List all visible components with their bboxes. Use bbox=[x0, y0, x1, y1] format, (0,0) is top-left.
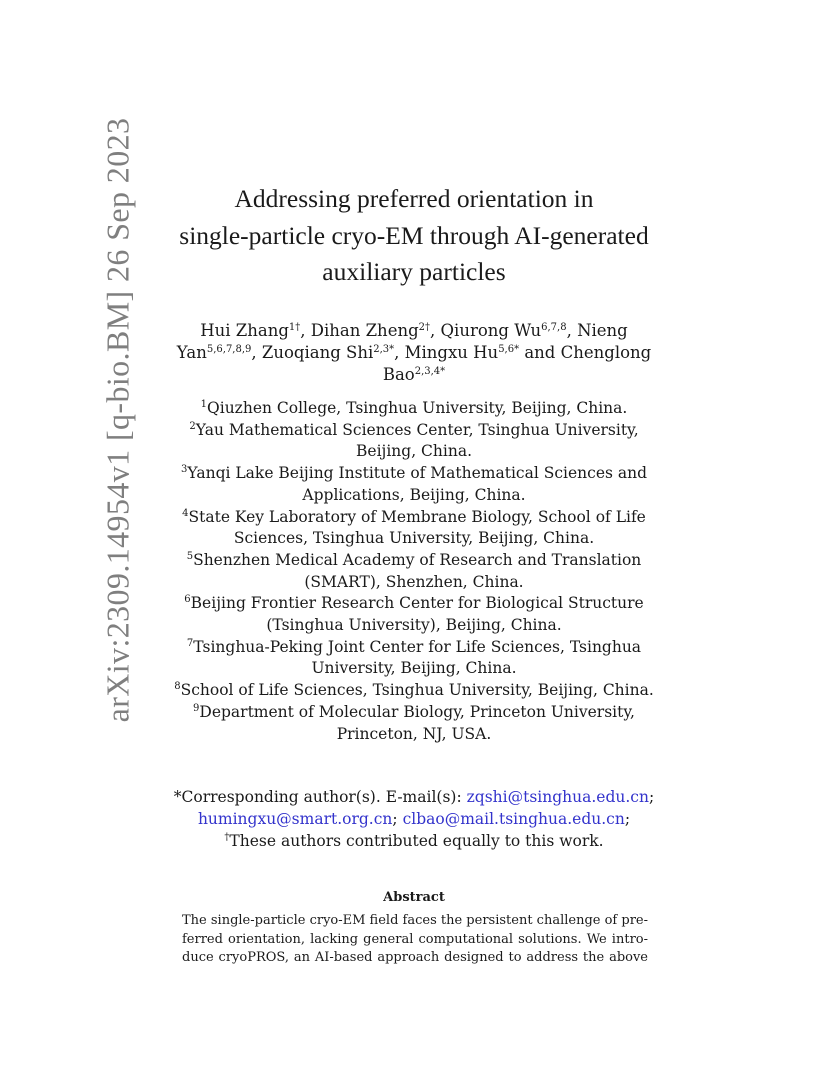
affiliation-text: Sciences, Tsinghua University, Beijing, China. bbox=[233, 529, 595, 548]
affiliation-text: Yanqi Lake Beijing Institute of Mathematical Sciences and bbox=[187, 464, 648, 483]
affiliation-number: 2 bbox=[189, 420, 196, 432]
affiliation-line bbox=[150, 485, 678, 507]
affiliation-line bbox=[150, 528, 678, 550]
affiliation-number: 5 bbox=[186, 550, 194, 562]
author-name: Bao bbox=[382, 365, 415, 384]
affiliation-line bbox=[150, 637, 678, 659]
affiliation-text: Princeton, NJ, USA. bbox=[336, 724, 492, 743]
author-line bbox=[150, 364, 678, 386]
affiliation-line bbox=[150, 724, 678, 746]
affiliation-text: Beijing Frontier Research Center for Biological Structure bbox=[190, 594, 644, 613]
author-affiliation-marker: 2,3,4* bbox=[414, 366, 446, 377]
affiliation-line bbox=[150, 420, 678, 442]
author-name: and Chenglong bbox=[519, 343, 652, 362]
affiliation-number: 4 bbox=[182, 507, 189, 519]
affiliation-text: (Tsinghua University), Beijing, China. bbox=[266, 616, 562, 635]
title-line: Addressing preferred orientation in bbox=[234, 184, 594, 213]
affiliation-line bbox=[150, 572, 678, 594]
affiliation-text: Applications, Beijing, China. bbox=[302, 485, 526, 504]
equal-contribution-text: These authors contributed equally to this work. bbox=[229, 832, 604, 850]
equal-contribution-note bbox=[150, 830, 678, 852]
author-affiliation-marker: 2,3* bbox=[373, 344, 395, 355]
affiliation-line bbox=[150, 658, 678, 680]
correspondence-block bbox=[150, 786, 678, 852]
affiliation-line bbox=[150, 702, 678, 724]
affiliation-list bbox=[150, 398, 678, 745]
abstract-body bbox=[182, 912, 648, 968]
affiliation-line bbox=[150, 441, 678, 463]
author-name: , Qiurong Wu bbox=[430, 321, 542, 340]
affiliation-text: Shenzhen Medical Academy of Research and Translation bbox=[193, 550, 642, 569]
affiliation-text: Qiuzhen College, Tsinghua University, Beijing, China. bbox=[207, 399, 628, 417]
correspondence-prefix: *Corresponding author(s). E-mail(s): bbox=[173, 788, 467, 806]
affiliation-number: 7 bbox=[186, 637, 194, 649]
affiliation-number: 9 bbox=[193, 702, 200, 714]
author-line bbox=[150, 342, 678, 364]
author-list bbox=[150, 320, 678, 386]
affiliation-number: 1 bbox=[200, 399, 208, 410]
author-affiliation-marker: 5,6* bbox=[498, 344, 520, 355]
affiliation-text: State Key Laboratory of Membrane Biology, School of Life bbox=[188, 507, 646, 526]
title-line: single-particle cryo-EM through AI-generated bbox=[179, 220, 649, 250]
title-line: auxiliary particles bbox=[322, 257, 506, 286]
abstract-line: The single-particle cryo-EM field faces the persistent challenge of pre- bbox=[182, 913, 649, 928]
affiliation-line bbox=[150, 507, 678, 529]
affiliation-number: 6 bbox=[184, 594, 191, 606]
affiliation-line bbox=[150, 593, 678, 615]
email-link-humingxu[interactable]: humingxu@smart.org.cn bbox=[197, 810, 393, 828]
author-name: , Mingxu Hu bbox=[394, 343, 499, 362]
arxiv-identifier-stamp: arXiv:2309.14954v1 [q-bio.BM] 26 Sep 2023 bbox=[99, 117, 136, 723]
separator: ; bbox=[392, 810, 403, 828]
affiliation-line bbox=[150, 550, 678, 572]
affiliation-line bbox=[150, 615, 678, 637]
author-affiliation-marker: 5,6,7,8,9 bbox=[206, 344, 252, 355]
separator: ; bbox=[624, 810, 631, 828]
affiliation-text: School of Life Sciences, Tsinghua University, Beijing, China. bbox=[180, 681, 654, 700]
affiliation-text: Yau Mathematical Sciences Center, Tsinghua University, bbox=[195, 420, 639, 439]
author-name: Yan bbox=[176, 343, 207, 362]
abstract-heading: Abstract bbox=[383, 890, 445, 905]
paper-title bbox=[150, 181, 678, 291]
affiliation-line bbox=[150, 398, 678, 420]
affiliation-text: (SMART), Shenzhen, China. bbox=[304, 572, 524, 591]
affiliation-number: 8 bbox=[174, 681, 181, 693]
author-name: , Nieng bbox=[566, 321, 628, 340]
correspondence-line bbox=[150, 786, 678, 808]
author-name: , Zuoqiang Shi bbox=[251, 343, 374, 362]
abstract-line: ferred orientation, lacking general computational solutions. We intro- bbox=[182, 931, 648, 947]
affiliation-text: Department of Molecular Biology, Princeton University, bbox=[199, 702, 635, 721]
affiliation-text: University, Beijing, China. bbox=[311, 659, 517, 678]
abstract-line: duce cryoPROS, an AI-based approach designed to address the above bbox=[182, 950, 648, 966]
affiliation-line bbox=[150, 680, 678, 702]
author-name: Hui Zhang bbox=[200, 321, 289, 340]
email-link-zqshi[interactable]: zqshi@tsinghua.edu.cn bbox=[466, 788, 649, 806]
correspondence-line bbox=[150, 808, 678, 830]
dagger-marker: † bbox=[224, 832, 230, 843]
affiliation-number: 3 bbox=[180, 464, 188, 476]
author-name: , Dihan Zheng bbox=[300, 321, 419, 340]
affiliation-line bbox=[150, 463, 678, 485]
affiliation-text: Tsinghua-Peking Joint Center for Life Sciences, Tsinghua bbox=[193, 637, 642, 656]
affiliation-text: Beijing, China. bbox=[356, 442, 472, 461]
author-line bbox=[150, 320, 678, 342]
author-affiliation-marker: 6,7,8 bbox=[541, 322, 567, 333]
separator: ; bbox=[648, 788, 655, 806]
email-link-clbao[interactable]: clbao@mail.tsinghua.edu.cn bbox=[402, 810, 625, 828]
author-affiliation-marker: 2† bbox=[418, 322, 431, 333]
author-affiliation-marker: 1† bbox=[288, 322, 301, 333]
